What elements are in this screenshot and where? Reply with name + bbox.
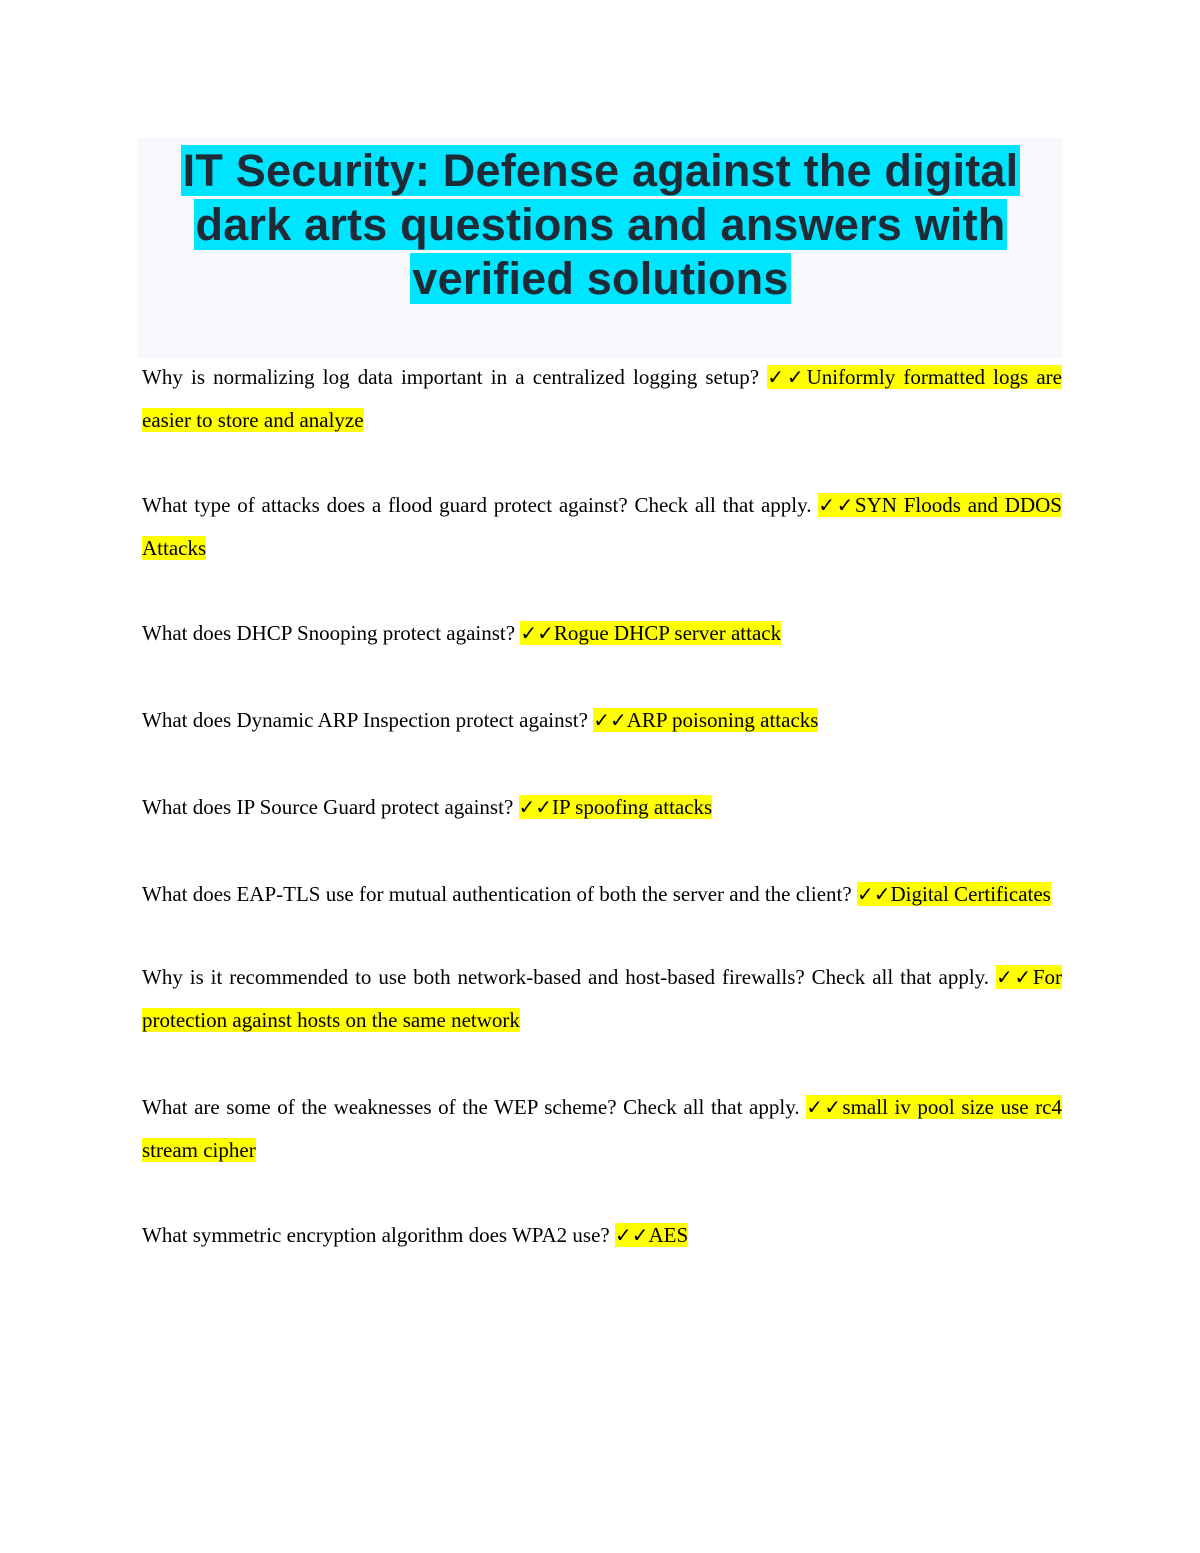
qa-item-3 — [142, 612, 1062, 655]
double-check-icon: ✓✓ — [995, 965, 1033, 989]
qa-item-7 — [142, 956, 1062, 1042]
question-text: What symmetric encryption algorithm does WPA2 use? — [142, 1223, 610, 1247]
double-check-icon: ✓✓ — [615, 1223, 649, 1247]
question-text: What does Dynamic ARP Inspection protect against? — [142, 708, 588, 732]
qa-item-4 — [142, 699, 1062, 742]
question-text: What does EAP-TLS use for mutual authentication of both the server and the client? — [142, 882, 852, 906]
question-text: What type of attacks does a flood guard protect against? Check all that apply. — [142, 493, 812, 517]
title-block — [138, 138, 1063, 358]
qa-list — [142, 356, 1062, 1257]
answer-highlight — [857, 882, 1051, 906]
question-text: Why is it recommended to use both network-based and host-based firewalls? Check all that apply. — [142, 965, 990, 989]
answer-text: Digital Certificates — [890, 882, 1051, 906]
question-text: What are some of the weaknesses of the WEP scheme? Check all that apply. — [142, 1095, 800, 1119]
qa-item-8 — [142, 1086, 1062, 1172]
double-check-icon: ✓✓ — [518, 795, 553, 819]
answer-highlight — [615, 1223, 688, 1247]
answer-highlight — [519, 795, 713, 819]
qa-item-6 — [142, 873, 1062, 916]
qa-item-2 — [142, 484, 1062, 570]
answer-text: ARP poisoning attacks — [626, 708, 819, 732]
double-check-icon: ✓✓ — [593, 708, 627, 732]
double-check-icon: ✓✓ — [767, 365, 807, 389]
question-text: What does IP Source Guard protect against? — [142, 795, 514, 819]
double-check-icon: ✓✓ — [806, 1095, 843, 1119]
qa-item-9 — [142, 1214, 1062, 1257]
answer-highlight — [520, 621, 781, 645]
answer-text: small iv pool size use rc4 stream cipher — [142, 1095, 1063, 1162]
question-text: Why is normalizing log data important in a centralized logging setup? — [142, 365, 760, 389]
double-check-icon: ✓✓ — [856, 882, 891, 906]
answer-text: For protection against hosts on the same network — [142, 965, 1063, 1032]
document-title-text: IT Security: Defense against the digital dark arts questions and answers with verified solutions — [182, 145, 1019, 304]
answer-text: AES — [648, 1223, 689, 1247]
answer-text: SYN Floods and DDOS Attacks — [142, 493, 1062, 560]
answer-text: IP spoofing attacks — [552, 795, 713, 819]
double-check-icon: ✓✓ — [520, 621, 554, 645]
answer-text: Rogue DHCP server attack — [553, 621, 782, 645]
document-title — [138, 138, 1063, 306]
qa-item-5 — [142, 786, 1062, 829]
answer-text: Uniformly formatted logs are easier to store and analyze — [142, 365, 1062, 432]
answer-highlight — [593, 708, 818, 732]
qa-item-1 — [142, 356, 1062, 442]
question-text: What does DHCP Snooping protect against? — [142, 621, 516, 645]
double-check-icon: ✓✓ — [818, 493, 855, 517]
